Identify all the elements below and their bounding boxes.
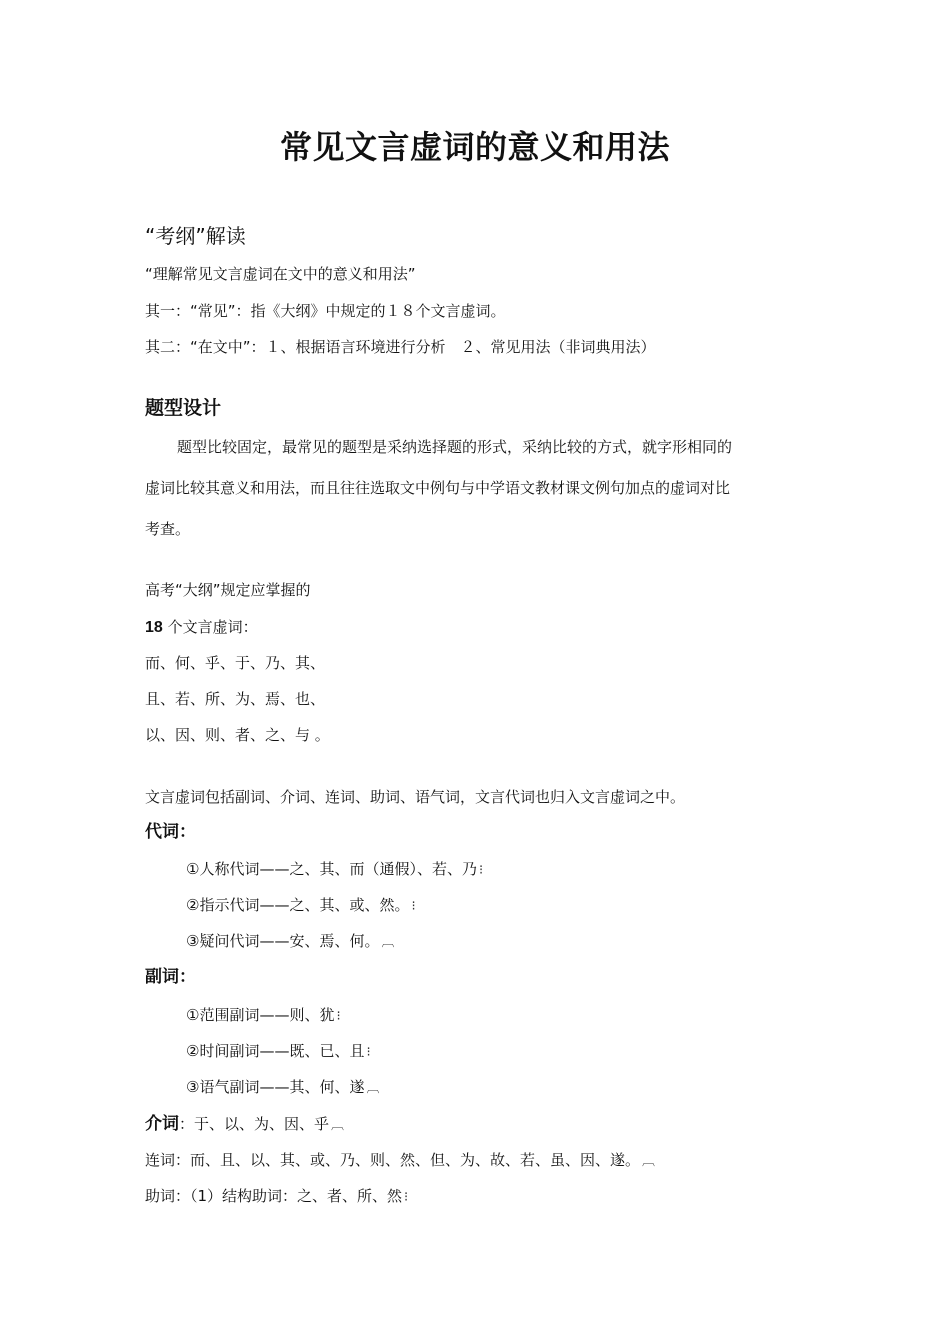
kaogang-item-1: 其一：“常见”：指《大纲》中规定的１８个文言虚词。 [145,302,506,320]
pronoun-heading: 代词： [145,822,196,842]
bracket-mark-icon: ︹ [331,1118,345,1133]
adverb-item-1: ①范围副词——则、犹 ⁝ [186,1006,341,1024]
conjunction-line: 连词：而、且、以、其、或、乃、则、然、但、为、故、若、虽、因、遂。 ︹ [145,1151,656,1169]
adverb-heading: 副词： [145,967,196,987]
bracket-mark-icon: ︹ [366,1081,380,1096]
bracket-mark-icon: ︹ [381,935,395,950]
kaogang-item-2: 其二：“在文中”：１、根据语言环境进行分析 ２、常见用法（非词典用法） [145,338,656,356]
kaogang-quote: “理解常见文言虚词在文中的意义和用法” [145,265,416,283]
colon-mark-icon: ⁝ [366,1045,371,1060]
dagang-words-3: 以、因、则、者、之、与 。 [145,726,330,744]
pronoun-item-2: ②指示代词——之、其、或、然。 ⁝ [186,896,416,914]
adverb-item-3: ③语气副词——其、何、遂 ︹ [186,1078,380,1096]
dagang-line-2-text: 个文言虚词： [162,618,258,636]
page-title: 常见文言虚词的意义和用法 [279,128,670,166]
colon-mark-icon: ⁝ [478,863,484,878]
pronoun-item-1: ①人称代词——之、其、而（通假）、若、乃 ⁝ [186,860,484,878]
preposition-line: 介词：于、以、为、因、乎 ︹ [145,1114,345,1134]
tixing-para-line-1: 题型比较固定，最常见的题型是采纳选择题的形式，采纳比较的方式，就字形相同的 [177,438,733,456]
dagang-count: 18 [145,619,163,636]
preposition-label: 介词 [145,1114,179,1134]
adverb-item-2: ②时间副词——既、已、且 ⁝ [186,1042,371,1060]
tixing-para-line-3: 考查。 [145,520,191,538]
pronoun-item-3: ③疑问代词——安、焉、何。 ︹ [186,932,395,950]
dagang-line-2 [145,620,258,636]
dagang-line-1: 高考“大纲”规定应掌握的 [145,581,311,599]
tixing-para-line-2: 虚词比较其意义和用法，而且往往选取文中例句与中学语文教材课文例句加点的虚词对比 [145,479,731,497]
categories-intro: 文言虚词包括副词、介词、连词、助词、语气词，文言代词也归入文言虚词之中。 [145,788,686,806]
colon-mark-icon: ⁝ [336,1009,341,1024]
kaogang-heading: “考纲”解读 [145,224,246,248]
colon-mark-icon: ⁝ [404,1190,409,1205]
tixing-heading: 题型设计 [145,397,222,419]
bracket-mark-icon: ︹ [642,1154,656,1169]
colon-mark-icon: ⁝ [411,899,416,914]
particle-line: 助词：（1）结构助词：之、者、所、然 ⁝ [145,1187,409,1205]
dagang-words-1: 而、何、乎、于、乃、其、 [145,654,326,672]
dagang-words-2: 且、若、所、为、焉、也、 [145,690,326,708]
